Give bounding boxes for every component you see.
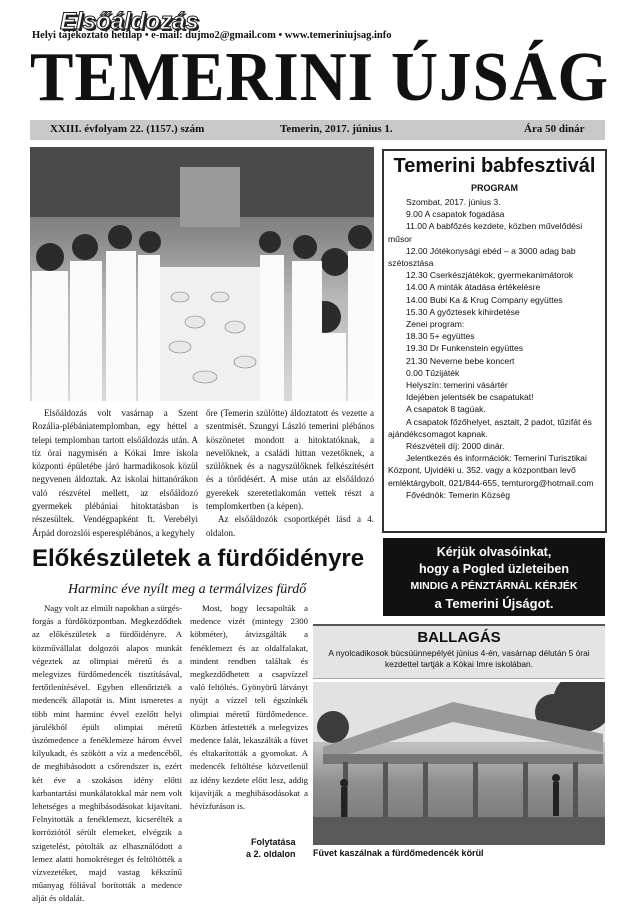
notice-line: Kérjük olvasóinkat,: [436, 545, 552, 559]
communion-photo-drawing: [30, 147, 374, 401]
issue-price: Ára 50 dinár: [524, 123, 585, 135]
babfesztival-box: [382, 149, 607, 533]
newsstand-notice: [383, 538, 605, 616]
program-line: Zenei program:: [406, 319, 465, 330]
article2-subhead: Harminc éve nyílt meg a termálvizes fürdő: [68, 582, 307, 597]
program-line: 19.30 Dr Funkenstein együttes: [406, 343, 524, 354]
notice-line: MINDIG A PÉNZTÁRNÁL KÉRJÉK: [410, 580, 578, 592]
program-line: 14.00 Bubi Ka & Krug Company együttes: [406, 294, 563, 305]
program-line: 11.00 A babfőzés kezdete, közben művelődési műsor: [388, 221, 583, 244]
ballagas-title: BALLAGÁS: [417, 629, 501, 646]
issue-date: Temerin, 2017. június 1.: [280, 123, 393, 135]
babfesztival-title: Temerini babfesztivál: [393, 155, 596, 177]
article1-column-2: [206, 407, 374, 540]
issue-number: XXIII. évfolyam 22. (1157.) szám: [50, 123, 205, 135]
continued-line: a 2. oldalon: [246, 849, 296, 859]
program-line: A csapatok 8 tagúak.: [406, 404, 486, 415]
article2-column-2: [190, 602, 308, 813]
ballagas-box: [313, 624, 605, 679]
pool-photo-caption: Füvet kaszálnak a fürdőmedencék körül: [313, 848, 484, 858]
article2-headline: Előkészületek a fürdőidényre: [32, 545, 365, 572]
article1-column-1: [32, 407, 198, 540]
program-line: 21.30 Neverne bebe koncert: [406, 355, 515, 366]
article1-paragraph: Elsőáldozás volt vasárnap a Szent Rozália-plébániatemplomban, egy héttel a telepi templomban tartott elsőáldozás után. A tíz órai nagymisén a Kókai Imre iskola központi épületébe járó harmadikosok közül negyvenen áldoztak. Az iskolai hittanórákon való részvétel mellett, az elsőáldozó gyermekek plébániai hitoktatásban is részesültek. Vendégpapként ft. Verebélyi Árpád dorozslói esperesplébános, a kegyhely: [32, 408, 198, 538]
program-line: Részvételi díj: 2000 dinár.: [406, 441, 505, 452]
communion-photo: [30, 147, 374, 401]
program-line: 12.00 Jótékonysági ebéd – a 3000 adag bab szétosztása: [388, 245, 576, 269]
notice-line: hogy a Pogled üzleteiben: [418, 562, 570, 576]
program-line: 14.00 A minták átadása értékelésre: [406, 282, 541, 293]
article1-paragraph: őre (Temerin szülötte) áldoztatott és vezette a szentmisét. Szungyi László temerini plébános köszönetet mondott a hitoktatóknak, a nevelőknek, a családi hittan vezetőknek, a szülőknek és a nagyszülőknek felkészítésért és a törődésért. A mise után az elsőáldozó gyerekek szeretetlakomán vettek részt a templomkertben (a képen).: [206, 408, 374, 512]
program-line: A csapatok főzőhelyet, asztalt, 2 padot, tűzifát és ajándékcsomagot kapnak.: [388, 416, 592, 439]
pool-photo: [313, 682, 605, 845]
babfesztival-program-list: [388, 196, 603, 501]
continued-note: [246, 836, 296, 860]
babfesztival-program-label: PROGRAM: [471, 183, 518, 193]
communion-photo-title: Elsőáldozás: [60, 8, 199, 35]
program-line: 0.00 Tűzijáték: [406, 367, 460, 378]
article2-paragraph: Most, hogy lecsapolták a medence vizét (mintegy 2300 köbméter), átvizsgálták a fenéklemezt és az oldalfalakat, mindent rendben találtak és megkezdődhetett a csapvízzel való feltöltés. Gyönyörű látványt nyújt a vízzel teli égszínkék olimpiai méretű fürdőmedence. Közben átfestették a melegvizes medence falát, lekaszálták a füvet és eltakarították a gyomokat. A medencék feltöltése közvetlenül az idény kezdete előtt lesz, addig kijavítják a meghibásodásokat a hévízfuráson is.: [190, 603, 308, 812]
header-topline: Helyi tájékoztató hetilap • e-mail: dujmo2@gmail.com • www.temeriniujsag.info: [32, 30, 392, 41]
notice-line: a Temerini Újságot.: [434, 596, 554, 611]
ballagas-text: A nyolcadikosok búcsúünnepélyét június 4-én, vasárnap délután 5 órai kezdettel tartják a Kókai Imre iskolában.: [328, 648, 590, 669]
program-line: 9.00 A csapatok fogadása: [406, 209, 505, 220]
continued-line: Folytatása: [250, 837, 296, 847]
masthead-title: TEMERINI ÚJSÁG: [30, 39, 610, 116]
pool-photo-drawing: [313, 682, 605, 845]
article1-paragraph: Az elsőáldozók csoportképét lásd a 4. oldalon.: [206, 514, 374, 538]
article2-paragraph: Nagy volt az elmúlt napokban a sürgés-forgás a fürdőközpontban. Megkezdődtek az előkészületek a fürdőidényre. A közművállalat dolgozói alapos munkát végeztek az olimpiai méretű és a melegvizes fürdőmedencék tisztításával, fertőtlenítésével. Egyben ellenőrizték a medencék állapotát is. Mint ismeretes a több mint harminc évvel ezelőtt helyi járulékból épült olimpiai méretű úszómedence a fenéklemeze három évvel kilyukadt, és szökött a víz a medencéből, de meghibásodott a csőrendszer is, ezért két éve a szokásos idény előtti karbantartási munkálatokkal már nem volt lehetséges a meghibásodásokat kijavítani. Felnyitották a fenéklemezt, kicserélték a korróziótól sérült elemeket, elvégzik a szigetelést, pótolták az elhasználódott a lemez alatti homokréteget és feltöltötték a vízvezetéket, majd vastag kékszínű műanyag fóliával borították a medence alját és oldalát.: [32, 603, 182, 904]
program-line: 12.30 Cserkészjátékok, gyermekanimátorok: [406, 270, 574, 281]
issue-bar: [30, 120, 605, 140]
article2-column-1: [32, 602, 182, 906]
program-line: Idejében jelentsék be csapatukat!: [406, 392, 534, 403]
program-line: Jelentkezés és információk: Temerini Turisztikai Központ, Ujvidéki u. 352. vagy a központban levő emléktárgybolt, 021/844-655, temturorg@hotmail.com: [388, 453, 594, 488]
program-line: 18.30 5+ együttes: [406, 331, 475, 342]
program-line: Helyszín: temerini vásártér: [406, 380, 508, 391]
program-line: Fővédnök: Temerin Község: [406, 489, 510, 500]
program-line: Szombat, 2017. június 3.: [406, 197, 501, 207]
program-line: 15.30 A győztesek kihirdetése: [406, 306, 520, 317]
